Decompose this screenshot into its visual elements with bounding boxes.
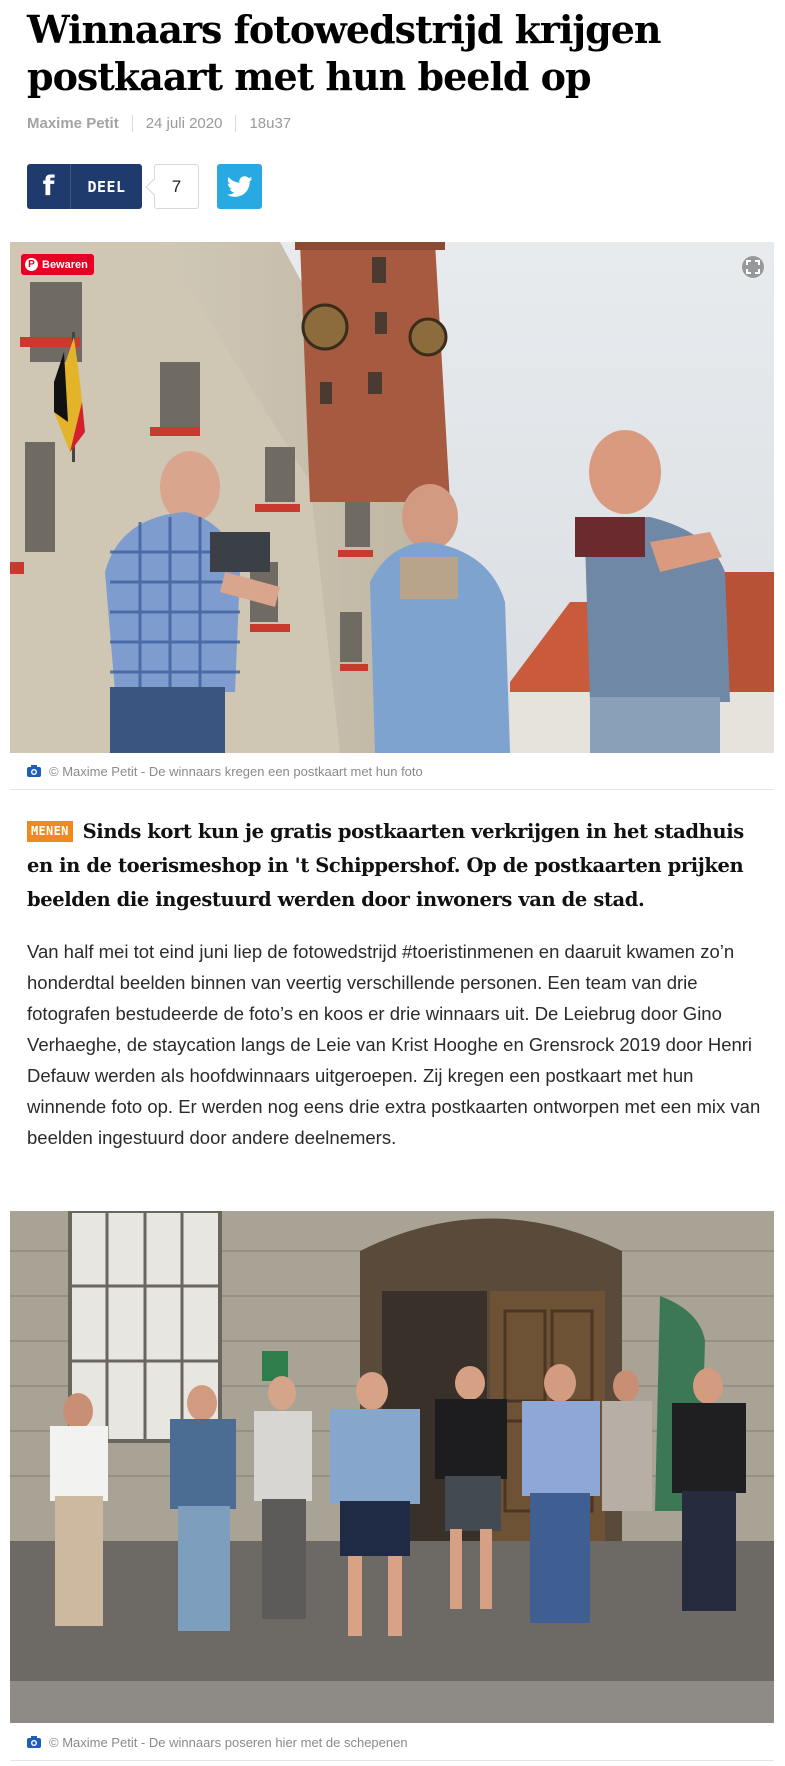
article-headline: Winnaars fotowedstrijd krijgen postkaart met hun beeld op [27, 7, 661, 99]
pinterest-save-button[interactable] [21, 254, 94, 275]
photo-group-with-aldermen [10, 1211, 774, 1723]
expand-image-button[interactable] [740, 254, 766, 280]
publish-date: 24 juli 2020 [145, 114, 223, 132]
article-meta [27, 113, 291, 133]
photo-caption-text: © Maxime Petit - De winnaars kregen een postkaart met hun foto [49, 763, 423, 779]
article-intro [27, 815, 767, 917]
share-count: 7 [154, 164, 199, 209]
author-name[interactable]: Maxime Petit [27, 114, 119, 132]
twitter-share-button[interactable] [217, 164, 262, 209]
camera-icon [27, 1736, 41, 1748]
twitter-bird-icon [227, 176, 253, 198]
expand-icon [746, 260, 760, 274]
location-tag[interactable]: MENEN [27, 821, 73, 842]
photo-town-hall-winners [10, 242, 774, 753]
meta-divider [132, 115, 133, 132]
publish-time: 18u37 [249, 114, 292, 132]
facebook-share-label: DEEL [87, 177, 126, 196]
photo-caption [27, 1732, 772, 1752]
caption-divider [10, 1760, 774, 1761]
pinterest-save-label: Bewaren [42, 258, 88, 271]
share-bar [27, 164, 262, 209]
intro-text: Sinds kort kun je gratis postkaarten verkrijgen in het stadhuis en in de toerismeshop in 't Schippershof. Op de postkaarten prijken beelden die ingestuurd werden door inwoners van de stad. [27, 820, 744, 911]
article-photo-group[interactable] [10, 1211, 774, 1723]
facebook-share-button[interactable] [27, 164, 142, 209]
facebook-icon: f [27, 164, 71, 209]
article-body-paragraph: Van half mei tot eind juni liep de fotowedstrijd #toeristinmenen en daaruit kwamen zo’n honderdtal beelden binnen van veertig verschillende personen. Een team van drie fotografen bestudeerde de foto’s en koos er drie winnaars uit. De Leiebrug door Gino Verhaeghe, de staycation langs de Leie van Krist Hooghe en Grensrock 2019 door Henri Defauw werden als hoofdwinnaars uitgeroepen. Zij kregen een postkaart met hun winnende foto op. Er werden nog eens drie extra postkaarten ontworpen met een mix van beelden ingestuurd door andere deelnemers. [27, 941, 761, 1148]
photo-caption [27, 761, 772, 781]
pinterest-icon: P [25, 258, 38, 271]
camera-icon [27, 765, 41, 777]
photo-caption-text: © Maxime Petit - De winnaars poseren hier met de schepenen [49, 1734, 408, 1750]
article-photo-winners[interactable] [10, 242, 774, 753]
caption-divider [10, 789, 774, 790]
meta-divider [235, 115, 236, 132]
